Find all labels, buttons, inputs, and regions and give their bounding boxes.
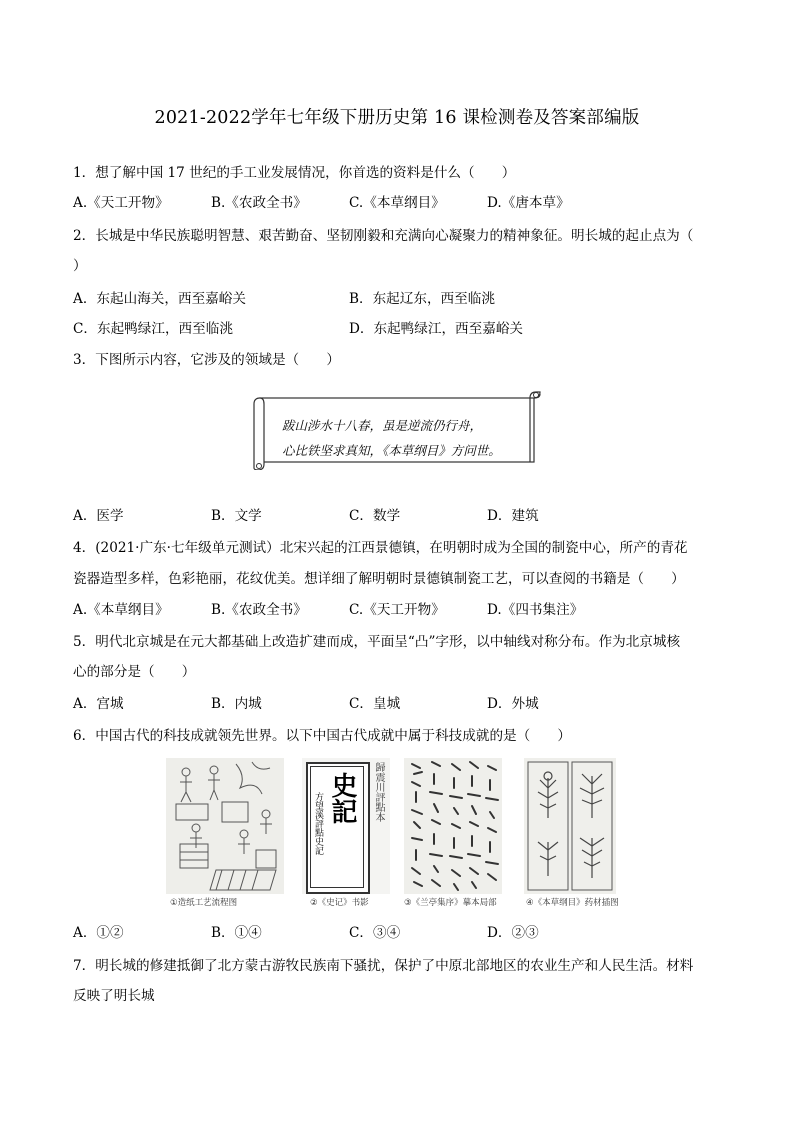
page-title: 2021-2022学年七年级下册历史第 16 课检测卷及答案部编版 (154, 108, 640, 128)
q4-option-c: C.《天工开物》 (349, 602, 445, 618)
q5-option-c: C．皇城 (349, 696, 401, 712)
q3-option-c: C．数学 (349, 508, 401, 524)
q1-option-b: B.《农政全书》 (211, 195, 307, 211)
question-6-stem: 6．中国古代的科技成就领先世界。以下中国古代成就中属于科技成就的是（ ） (73, 728, 572, 744)
q3-option-d: D．建筑 (487, 508, 539, 524)
q6-option-c: C．③④ (349, 925, 401, 941)
q5-option-a: A．宫城 (73, 696, 124, 712)
q6-option-b: B．①④ (211, 925, 262, 941)
q6-option-a: A．①② (73, 925, 124, 941)
q4-option-a: A.《本草纲目》 (73, 602, 169, 618)
q1-option-c: C.《本草纲目》 (349, 195, 445, 211)
question-2-stem-line2: ） (73, 258, 87, 274)
q2-option-c: C．东起鸭绿江，西至临洮 (73, 321, 233, 337)
image-3-caption: ③《兰亭集序》摹本局部 (404, 898, 497, 908)
image-4-caption: ④《本草纲目》药材插图 (526, 898, 619, 908)
question-4-stem-line2: 瓷器造型多样，色彩艳丽，花纹优美。想详细了解明朝时景德镇制瓷工艺，可以查阅的书籍是（ ） (73, 571, 685, 587)
q1-option-d: D.《唐本草》 (487, 195, 570, 211)
papermaking-image (166, 758, 284, 894)
q2-option-a: A．东起山海关，西至嘉峪关 (73, 291, 246, 307)
q3-option-b: B．文学 (211, 508, 262, 524)
q6-option-d: D．②③ (487, 925, 539, 941)
shiji-side-text: 方望溪評點史記 (313, 792, 323, 855)
q2-option-d: D．东起鸭绿江，西至嘉峪关 (349, 321, 524, 337)
question-2-stem-line1: 2．长城是中华民族聪明智慧、艰苦勤奋、坚韧刚毅和充满向心凝聚力的精神象征。明长城的起止点为（ (73, 228, 694, 244)
herb-illustration-image (524, 758, 616, 894)
question-5-stem-line2: 心的部分是（ ） (73, 664, 196, 680)
shiji-top-text: 歸震川評點本 (373, 762, 384, 822)
question-7-stem-line2: 反映了明长城 (73, 988, 155, 1004)
image-2-caption: ②《史记》书影 (310, 898, 369, 908)
lanting-calligraphy-image (404, 758, 502, 894)
scroll-line-2: 心比铁坚求真知，《本草纲目》方问世。 (282, 443, 501, 458)
question-1-stem: 1．想了解中国 17 世纪的手工业发展情况，你首选的资料是什么（ ） (73, 165, 516, 181)
shiji-book-image (302, 758, 390, 894)
q2-option-b: B．东起辽东，西至临洮 (349, 291, 495, 307)
q5-option-d: D．外城 (487, 696, 539, 712)
question-7-stem-line1: 7．明长城的修建抵御了北方蒙古游牧民族南下骚扰，保护了中原北部地区的农业生产和人民生活。材料 (73, 958, 694, 974)
q3-option-a: A．医学 (73, 508, 124, 524)
scroll-text (282, 413, 501, 463)
q5-option-b: B．内城 (211, 696, 262, 712)
question-4-stem-line1: 4．(2021·广东·七年级单元测试）北宋兴起的江西景德镇，在明朝时成为全国的制瓷中心，所产的青花 (73, 540, 688, 556)
shiji-title: 史記 (327, 772, 357, 824)
question-3-stem: 3．下图所示内容，它涉及的领域是（ ） (73, 352, 340, 368)
image-1-caption: ①造纸工艺流程图 (170, 898, 238, 908)
scroll-line-1: 跋山涉水十八春，虽是逆流仍行舟， (282, 418, 483, 433)
q4-option-b: B.《农政全书》 (211, 602, 307, 618)
question-5-stem-line1: 5．明代北京城是在元大都基础上改造扩建而成，平面呈“凸”字形，以中轴线对称分布。作为北京城核 (73, 634, 681, 650)
q1-option-a: A.《天工开物》 (73, 195, 169, 211)
q4-option-d: D.《四书集注》 (487, 602, 584, 618)
